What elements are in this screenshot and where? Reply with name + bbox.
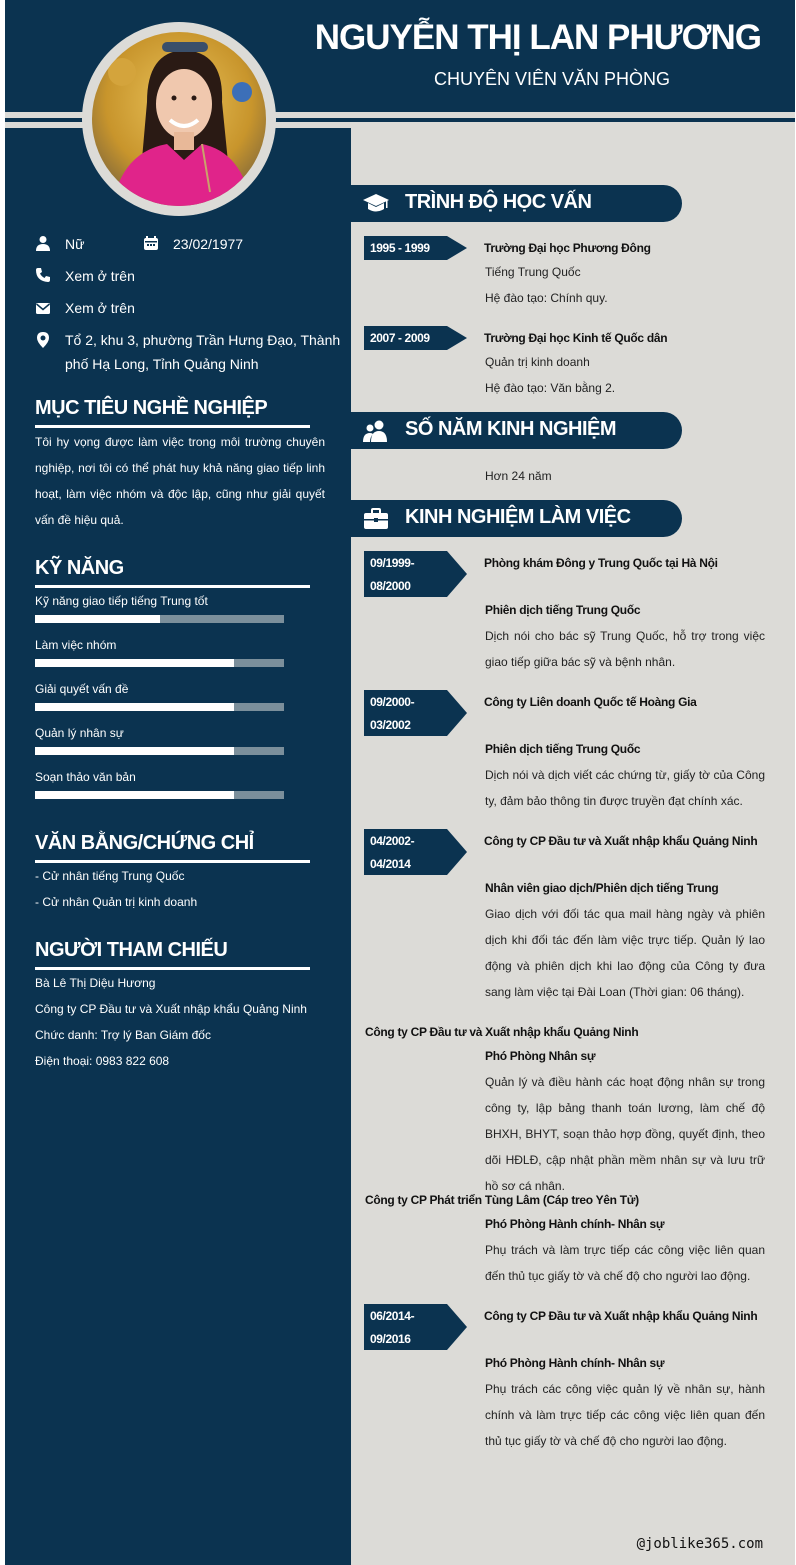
job-company: Công ty CP Phát triển Tùng Lâm (Cáp treo Yên Tử) (365, 1193, 639, 1207)
briefcase-icon (363, 506, 389, 532)
reference-phone: Điện thoại: 0983 822 608 (35, 1054, 170, 1068)
job-role: Phiên dịch tiếng Trung Quốc (485, 603, 641, 617)
candidate-title: CHUYÊN VIÊN VĂN PHÒNG (433, 69, 670, 89)
job-description: Dịch nói cho bác sỹ Trung Quốc, hỗ trợ trong việc giao tiếp giữa bác sỹ và bệnh nhân. (485, 629, 765, 669)
skill-bar-fill (35, 703, 234, 711)
phone-icon (35, 267, 51, 283)
job-role: Phó Phòng Hành chính- Nhân sự (485, 1217, 665, 1231)
certificates-heading: VĂN BẰNG/CHỨNG CHỈ (35, 832, 254, 854)
work-banner (351, 500, 682, 537)
objective-divider (35, 425, 310, 428)
job-end: 09/2016 (370, 1332, 411, 1346)
user-icon (35, 235, 51, 251)
skills-heading: KỸ NĂNG (35, 557, 124, 579)
reference-company: Công ty CP Đầu tư và Xuất nhập khẩu Quảng Ninh (35, 1002, 307, 1016)
skill-bar (35, 791, 284, 799)
skill-bar (35, 659, 284, 667)
avatar (92, 32, 266, 206)
reference-heading: NGƯỜI THAM CHIẾU (35, 939, 228, 961)
job-company: Công ty CP Đầu tư và Xuất nhập khẩu Quảng Ninh (365, 1025, 639, 1039)
address-line-2: phố Hạ Long, Tỉnh Quảng Ninh (65, 356, 259, 372)
calendar-icon (143, 235, 159, 251)
skill-bar (35, 747, 284, 755)
phone-value: Xem ở trên (65, 268, 135, 284)
skill-bar-fill (35, 659, 234, 667)
skill-label: Làm việc nhóm (35, 638, 117, 652)
skill-bar (35, 615, 284, 623)
job-company: Công ty CP Đầu tư và Xuất nhập khẩu Quảng Ninh (484, 834, 758, 848)
location-icon (35, 332, 51, 348)
candidate-name: NGUYỄN THỊ LAN PHƯƠNG (314, 18, 761, 57)
job-description: Quản lý và điều hành các hoạt động nhân sự trong công ty, lập bảng thanh toán lương, làm chế độ BHXH, BHYT, soạn thảo hợp đồng, quyết định, theo dõi HĐLĐ, cập nhật phần mềm nhân sự và lưu trữ hồ sơ cá nhân. (485, 1075, 765, 1193)
certificate-item: - Cử nhân Quản trị kinh doanh (35, 895, 198, 909)
job-description: Giao dịch với đối tác qua mail hàng ngày và phiên dịch khi đối tác đến làm việc trực tiếp. Quản lý lao động và phiên dịch khi lao động của Công ty đưa sang làm việc tại Đài Loan (Thời gian: 06 tháng). (485, 907, 765, 999)
cv-page (5, 0, 795, 1565)
address-line-1: Tổ 2, khu 3, phường Trần Hưng Đạo, Thành (65, 332, 341, 348)
gender-value: Nữ (65, 236, 85, 252)
skill-label: Quản lý nhân sự (35, 726, 124, 740)
job-company: Công ty Liên doanh Quốc tế Hoàng Gia (484, 695, 697, 709)
skill-bar-fill (35, 615, 160, 623)
job-start: 04/2002- (370, 834, 415, 848)
job-start: 09/1999- (370, 556, 415, 570)
certificates-divider (35, 860, 310, 863)
experience-years-value: Hơn 24 năm (485, 469, 552, 483)
footer-watermark: @joblike365.com (636, 1536, 763, 1552)
users-icon (363, 418, 389, 444)
certificate-item: - Cử nhân tiếng Trung Quốc (35, 869, 185, 883)
job-end: 03/2002 (370, 718, 411, 732)
job-description: Phụ trách các công việc quản lý về nhân sự, hành chính và làm trực tiếp các công việc liên quan đến thủ tục giấy tờ và chế độ cho người lao động. (485, 1382, 765, 1448)
education-school: Trường Đại học Phương Đông (484, 241, 651, 255)
job-end: 04/2014 (370, 857, 411, 871)
job-company: Phòng khám Đông y Trung Quốc tại Hà Nội (484, 556, 718, 570)
job-description: Phụ trách và làm trực tiếp các công việc liên quan đến thủ tục giấy tờ và chế độ cho người lao động. (485, 1243, 765, 1283)
education-banner (351, 185, 682, 222)
job-role: Nhân viên giao dịch/Phiên dịch tiếng Trung (485, 881, 719, 895)
experience-years-heading: SỐ NĂM KINH NGHIỆM (405, 418, 616, 440)
education-period: 2007 - 2009 (370, 331, 430, 345)
job-description: Dịch nói và dịch viết các chứng từ, giấy tờ của Công ty, đảm bảo thông tin được truyền đạt chính xác. (485, 768, 765, 808)
reference-divider (35, 967, 310, 970)
objective-heading: MỤC TIÊU NGHỀ NGHIỆP (35, 397, 268, 419)
skills-divider (35, 585, 310, 588)
experience-years-banner (351, 412, 682, 449)
skill-bar-fill (35, 791, 234, 799)
education-major: Tiếng Trung Quốc (485, 265, 581, 279)
skill-label: Soạn thảo văn bản (35, 770, 136, 784)
skill-label: Kỹ năng giao tiếp tiếng Trung tốt (35, 594, 208, 608)
graduation-cap-icon (363, 191, 389, 217)
reference-position: Chức danh: Trợ lý Ban Giám đốc (35, 1028, 211, 1042)
email-value: Xem ở trên (65, 300, 135, 316)
education-school: Trường Đại học Kinh tế Quốc dân (484, 331, 668, 345)
education-period: 1995 - 1999 (370, 241, 430, 255)
job-start: 06/2014- (370, 1309, 415, 1323)
education-major: Quản trị kinh doanh (485, 355, 590, 369)
job-start: 09/2000- (370, 695, 415, 709)
education-mode: Hệ đào tạo: Văn bằng 2. (485, 381, 616, 395)
job-end: 08/2000 (370, 579, 411, 593)
education-mode: Hệ đào tạo: Chính quy. (485, 291, 608, 305)
skill-label: Giải quyết vấn đề (35, 682, 129, 696)
job-company: Công ty CP Đầu tư và Xuất nhập khẩu Quảng Ninh (484, 1309, 758, 1323)
objective-text: Tôi hy vọng được làm việc trong môi trường chuyên nghiệp, nơi tôi có thể phát huy khả năng giao tiếp linh hoạt, làm việc nhóm và độc lập, cũng như giải quyết vấn đề hiệu quả. (35, 435, 325, 527)
education-heading: TRÌNH ĐỘ HỌC VẤN (405, 191, 592, 213)
skill-bar-fill (35, 747, 234, 755)
job-role: Phiên dịch tiếng Trung Quốc (485, 742, 641, 756)
job-role: Phó Phòng Hành chính- Nhân sự (485, 1356, 665, 1370)
job-role: Phó Phòng Nhân sự (485, 1049, 596, 1063)
skill-bar (35, 703, 284, 711)
mail-icon (35, 300, 51, 316)
work-heading: KINH NGHIỆM LÀM VIỆC (405, 506, 631, 528)
birthdate-value: 23/02/1977 (173, 236, 244, 252)
reference-name: Bà Lê Thị Diệu Hương (35, 976, 156, 990)
